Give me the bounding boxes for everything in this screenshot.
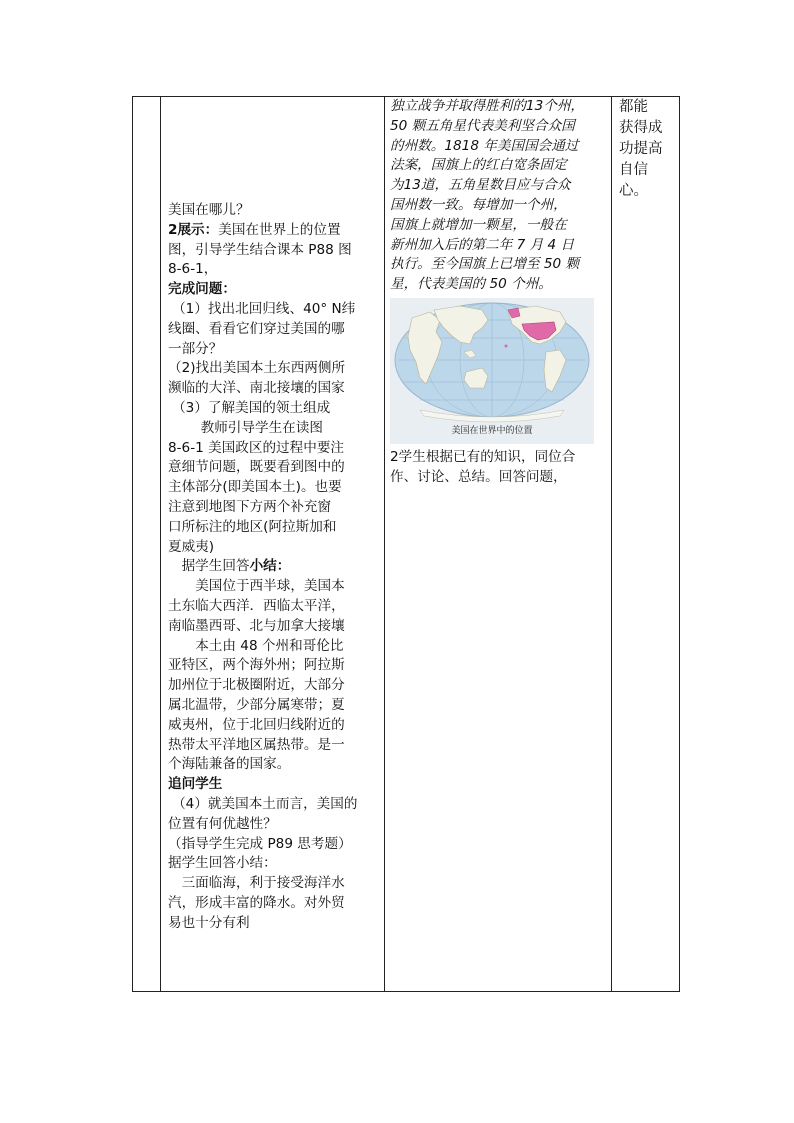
summary-text: 南临墨西哥、北与加拿大接壤 xyxy=(168,617,345,634)
answer-text: 三面临海，利于接受海洋水 xyxy=(181,875,345,892)
teacher-guide: 夏威夷) xyxy=(168,538,215,555)
summary-text: 属北温带，少部分属寒带；夏 xyxy=(168,696,345,713)
summary-text: 加州位于北极圈附近，大部分 xyxy=(168,677,345,694)
teacher-guide: 教师引导学生在读图 xyxy=(200,419,323,436)
show-line: 8-6-1， xyxy=(168,261,218,278)
column-divider xyxy=(611,97,612,991)
flag-text-line: 的州数。1818 年美国国会通过 xyxy=(390,137,579,154)
flag-history-text xyxy=(390,97,607,295)
summary-bold: 小结： xyxy=(249,558,291,575)
design-intent-cell xyxy=(613,97,679,202)
show-line: 图，引导学生结合课本 P88 图 xyxy=(168,241,352,258)
student-activity-cell xyxy=(386,97,611,488)
summary-text: 本土由 48 个州和哥伦比 xyxy=(195,637,344,654)
hint: （指导学生完成 P89 思考题） xyxy=(168,835,352,852)
intent-line: 功提高 xyxy=(619,141,663,157)
flag-text-line: 执行。至今国旗上已增至 50 颗 xyxy=(390,256,580,273)
student-response: 作、讨论、总结。回答问题， xyxy=(390,468,567,485)
question-2: 濒临的大洋、南北接壤的国家 xyxy=(168,380,345,397)
flag-text-line: 星，代表美国的 50 个州。 xyxy=(390,276,552,293)
section-heading: 美国在哪儿？ xyxy=(168,202,250,218)
flag-text-line: 法案，国旗上的红白宽条固定 xyxy=(390,157,567,174)
teacher-guide: 意细节问题，既要看到图中的 xyxy=(168,459,345,476)
followup-title: 追问学生 xyxy=(168,776,223,793)
show-label: 2展示： xyxy=(168,221,219,238)
question-4: （4）就美国本土而言，美国的 xyxy=(172,795,358,812)
teacher-guide: 8-6-1 美国政区的过程中要注 xyxy=(168,439,345,456)
intent-line: 都能 xyxy=(619,99,648,115)
task-title: 完成问题： xyxy=(168,281,236,298)
map-caption: 美国在世界中的位置 xyxy=(451,426,533,437)
summary-text: 亚特区，两个海外州；阿拉斯 xyxy=(168,657,345,674)
intent-line: 自信 xyxy=(619,162,648,178)
flag-text-line: 50 颗五角星代表美利坚合众国 xyxy=(390,117,575,134)
question-1: 一部分？ xyxy=(168,340,223,357)
answer-text: 汽，形成丰富的降水。对外贸 xyxy=(168,894,345,911)
flag-text-line: 为13道，五角星数目应与合众 xyxy=(390,177,571,194)
summary-text: 热带太平洋地区属热带。是一 xyxy=(168,736,345,753)
column-divider xyxy=(160,97,161,991)
summary-text: 美国位于西半球，美国本 xyxy=(195,578,345,595)
summary-prefix: 据学生回答 xyxy=(181,558,250,575)
intent-line: 获得成 xyxy=(619,120,663,136)
teacher-activity-cell xyxy=(164,97,385,933)
summary-text: 个海陆兼备的国家。 xyxy=(168,756,291,773)
question-4: 位置有何优越性？ xyxy=(168,815,277,832)
summary-intro xyxy=(168,557,383,577)
teacher-guide: 口所标注的地区(阿拉斯加和 xyxy=(168,518,337,535)
answer-text: 易也十分有利 xyxy=(168,914,250,931)
student-response: 2学生根据已有的知识，同位合 xyxy=(390,448,576,465)
question-3: （3）了解美国的领土组成 xyxy=(172,399,331,416)
lesson-table xyxy=(132,96,680,992)
question-1: 线圈、看看它们穿过美国的哪 xyxy=(168,320,345,337)
show-line xyxy=(168,221,383,241)
show-text: 美国在世界上的位置 xyxy=(218,221,341,238)
flag-text-line: 国旗上就增加一颗星，一般在 xyxy=(390,216,567,233)
summary-text: 土东临大西洋．西临太平洋， xyxy=(168,597,345,614)
question-1: （1）找出北回归线、40° N纬 xyxy=(172,300,356,317)
flag-text-line: 新州加入后的第二年 7 月 4 日 xyxy=(390,236,575,253)
teacher-guide: 注意到地图下方两个补充窗 xyxy=(168,498,332,515)
flag-text-line: 国州数一致。每增加一个州， xyxy=(390,196,567,213)
question-2: （2)找出美国本土东西两侧所 xyxy=(168,360,346,377)
flag-text-line: 独立战争并取得胜利的13个州， xyxy=(390,98,585,114)
answer-intro: 据学生回答小结： xyxy=(168,855,277,872)
intent-line: 心。 xyxy=(619,183,648,199)
teacher-guide: 主体部分(即美国本土)。也要 xyxy=(168,479,342,496)
world-map-image xyxy=(390,298,594,428)
summary-text: 威夷州，位于北回归线附近的 xyxy=(168,716,345,733)
world-map-figure xyxy=(390,298,594,444)
